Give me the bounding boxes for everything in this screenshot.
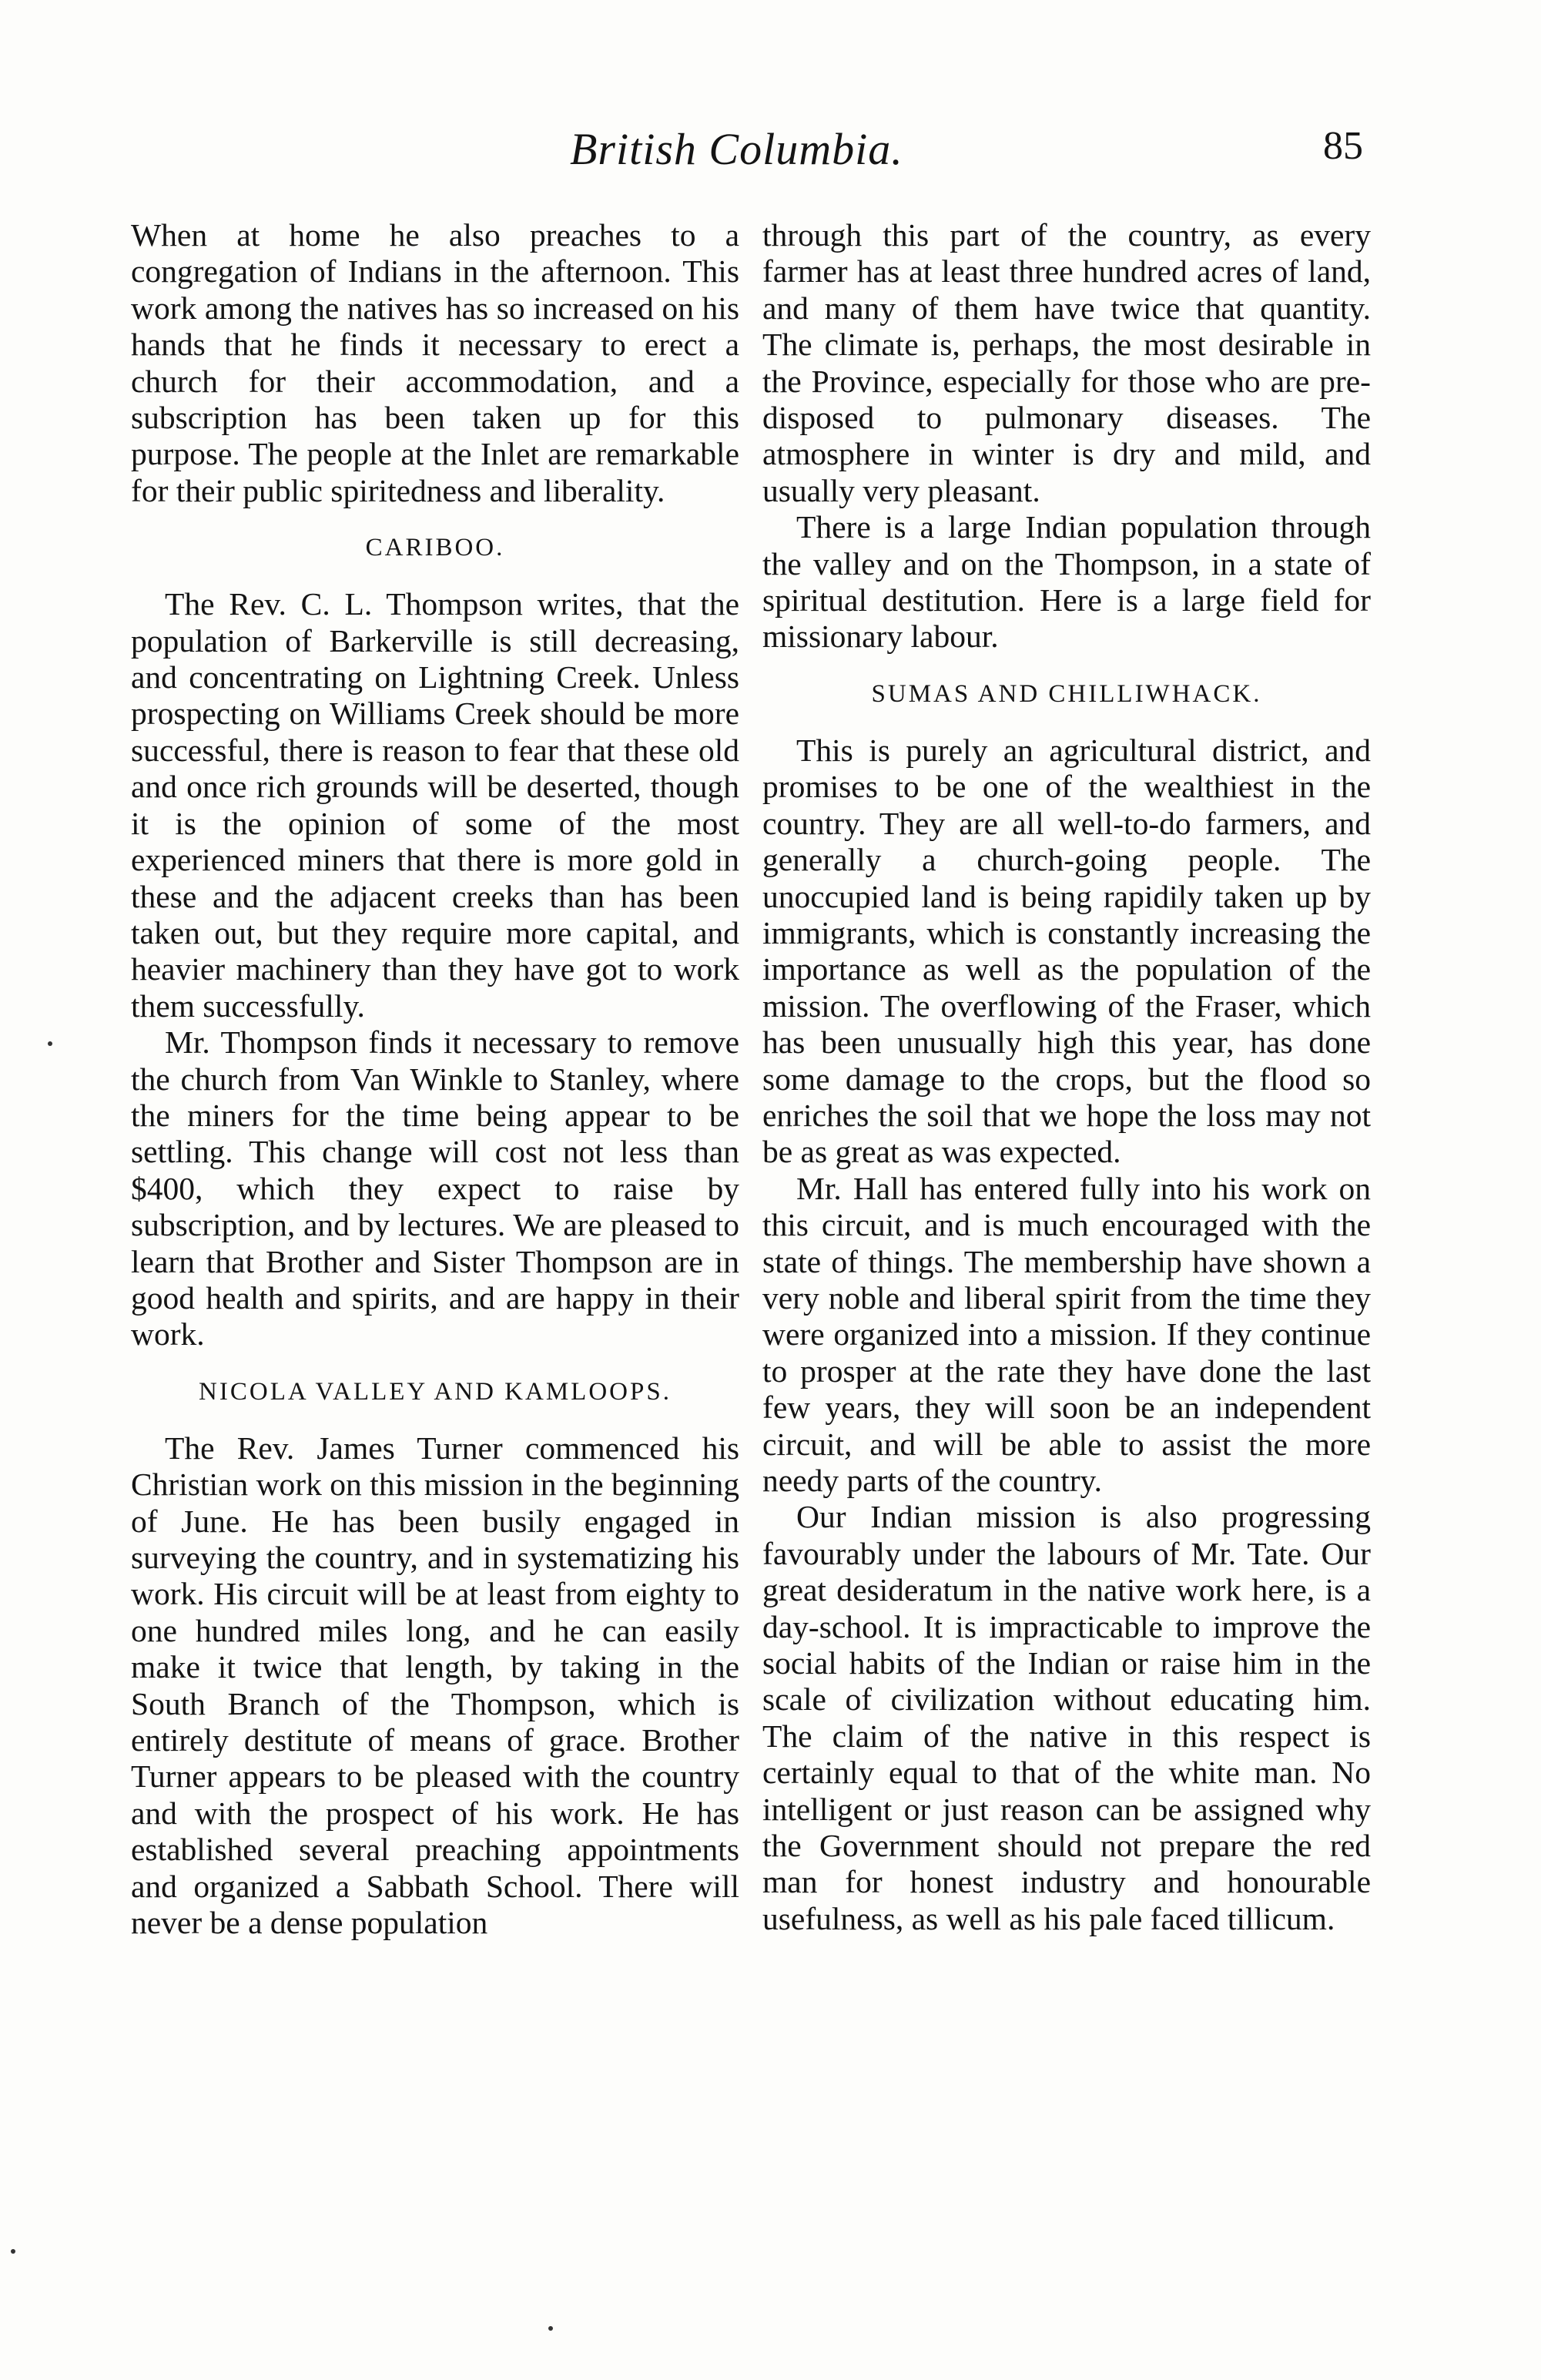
right-column: [762, 217, 1371, 1937]
margin-speck: [48, 1041, 52, 1046]
paragraph: This is purely an agricultural district, and promises to be one of the wealthiest in the country. They are all well-to-do farmers, and generally a church-going people. The unoccupied land is being rapidily taken up by immigrants, which is constantly increasing the importance as well as the population of the mission. The overflowing of the Fraser, which has been unusually high this year, has done some damage to the crops, but the flood so enriches the soil that we hope the loss may not be as great as was expected.: [762, 732, 1371, 1170]
paragraph: Mr. Hall has entered fully into his work on this circuit, and is much encouraged with the state of things. The membership have shown a very noble and liberal spirit from the time they were organized into a mission. If they continue to prosper at the rate they have done the last few years, they will soon be an independent circuit, and will be able to assist the more needy parts of the country.: [762, 1170, 1371, 1498]
left-column: [131, 217, 739, 1941]
paragraph: through this part of the country, as every farmer has at least three hundred acres of land, and many of them have twice that quantity. The climate is, perhaps, the most desirable in the Province, especially for those who are pre-disposed to pulmonary diseases. The atmosphere in winter is dry and mild, and usually very pleasant.: [762, 217, 1371, 508]
running-title: British Columbia.: [570, 124, 903, 174]
section-heading-cariboo: CARIBOO.: [365, 534, 505, 562]
section-heading-sumas: SUMAS AND CHILLIWHACK.: [871, 679, 1262, 708]
margin-speck: [548, 2326, 553, 2331]
paragraph: The Rev. C. L. Thompson writes, that the population of Barkerville is still decreasing, and concentrating on Lightning Creek. Unless prospecting on Williams Creek should be more successful, there is reason to fear that these old and once rich grounds will be deserted, though it is the opinion of some of the most experienced miners that there is more gold in these and the adjacent creeks than has been taken out, but they require more capital, and heavier machinery than they have got to work them successfully.: [131, 586, 739, 1024]
paragraph: When at home he also preaches to a congregation of Indians in the afternoon. This work among the natives has so increased on his hands that he finds it necessary to erect a church for their accommodation, and a subscription has been taken up for this purpose. The people at the Inlet are remarkable for their public spiritedness and liberality.: [131, 217, 739, 508]
paragraph: There is a large Indian population through the valley and on the Thompson, in a state of spiritual destitution. Here is a large field for missionary labour.: [762, 509, 1371, 655]
paragraph: Our Indian mission is also progressing favourably under the labours of Mr. Tate. Our great desideratum in the native work here, is a day-school. It is impracticable to improve the social habits of the Indian or raise him in the scale of civilization without educating him. The claim of the native in this respect is certainly equal to that of the white man. No intelligent or just reason can be assigned why the Government should not prepare the red man for honest industry and honourable usefulness, as well as his pale faced tillicum.: [762, 1499, 1371, 1936]
paragraph: Mr. Thompson finds it necessary to remove the church from Van Winkle to Stanley, where the miners for the time being appear to be settling. This change will cost not less than $400, which they expect to raise by subscription, and by lectures. We are pleased to learn that Brother and Sister Thompson are in good health and spirits, and are happy in their work.: [131, 1024, 739, 1353]
page-number: 85: [1323, 124, 1363, 168]
section-heading-nicola-valley: NICOLA VALLEY AND KAMLOOPS.: [199, 1377, 672, 1406]
margin-speck: [11, 2249, 15, 2254]
page-header: [131, 123, 1363, 185]
paragraph: The Rev. James Turner commenced his Christian work on this mission in the beginning of June. He has been busily engaged in surveying the country, and in systematizing his work. His circuit will be at least from eighty to one hundred miles long, and he can easily make it twice that length, by taking in the South Branch of the Thompson, which is entirely destitute of means of grace. Brother Turner appears to be pleased with the country and with the prospect of his work. He has established several preaching appointments and organized a Sabbath School. There will never be a dense population: [131, 1430, 739, 1941]
